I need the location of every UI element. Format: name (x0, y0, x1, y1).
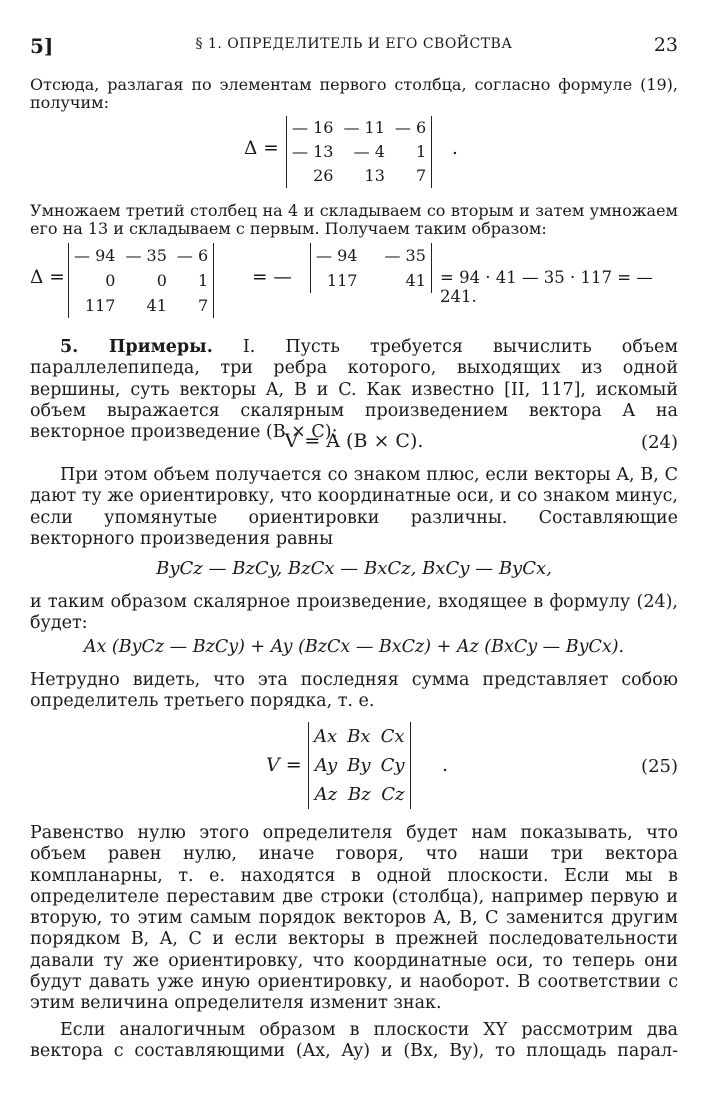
paragraph-2-text: Умножаем третий столбец на 4 и складываем со вторым и затем умножаем его на 13 и складываем с первым. Получаем таким образом: (30, 201, 678, 238)
paragraph-2 (30, 202, 678, 237)
det2a-cell: — 94 (74, 246, 116, 265)
det2b-cell: — 35 (384, 246, 426, 265)
eq25-cell: Ax (314, 726, 338, 747)
det2a-cell: — 35 (125, 246, 167, 265)
eq25-end: . (442, 754, 449, 776)
eq25-cell: Cx (380, 726, 405, 747)
eq25-lhs: V = (266, 754, 302, 776)
det2a-cell: 1 (197, 271, 209, 290)
paragraph-1 (30, 76, 678, 111)
paragraph-1-text: Отсюда, разлагая по элементам первого столбца, согласно формуле (19), получим: (30, 75, 678, 112)
det2-rhs: = 94 · 41 — 35 · 117 = — 241. (440, 268, 653, 306)
section-5-heading: 5. Примеры. (60, 337, 213, 357)
paragraph-4 (30, 592, 678, 635)
scalar-formula: Ax (ByCz — BzCy) + Ay (BzCx — BxCz) + Az (BxCy — ByCx). (83, 637, 625, 657)
det2a-cell: — 6 (176, 246, 209, 265)
paragraph-5 (30, 670, 678, 713)
det1-cell: 13 (364, 166, 385, 185)
paragraph-4-text: и таким образом скалярное произведение, входящее в формулу (24), будет: (30, 592, 678, 634)
paragraph-6 (30, 823, 678, 1015)
paragraph-7-text: Если аналогичным образом в плоскости XY рассмотрим два вектора с составляющими (Ax, Ay) и (Bx, By), то площадь парал- (30, 1020, 678, 1062)
eq25-cell: Ay (314, 755, 338, 776)
eq25-cell: By (347, 755, 371, 776)
det1-cell: — 13 (292, 142, 334, 161)
equation-scalar (30, 637, 678, 663)
components-formula: ByCz — BzCy, BzCx — BxCz, BxCy — ByCx, (156, 558, 552, 579)
det1-cell: — 16 (292, 118, 334, 137)
section-number: 5] (30, 34, 54, 58)
paragraph-3 (30, 465, 678, 550)
eq25-cell: Cz (381, 784, 405, 805)
det2a-cell: 7 (197, 296, 209, 315)
det1-cell: 1 (415, 142, 427, 161)
det1-matrix (286, 116, 432, 188)
det2a-cell: 117 (84, 296, 116, 315)
eq25-cell: Bx (347, 726, 371, 747)
det1-cell: 7 (415, 166, 427, 185)
section-5-paragraph (30, 337, 678, 443)
det2a-cell: 0 (105, 271, 116, 290)
eq25-number: (25) (641, 756, 678, 777)
eq25-cell: Az (314, 784, 338, 805)
det2b-cell: 41 (405, 271, 426, 290)
equation-24 (30, 430, 678, 456)
equation-components (30, 558, 678, 584)
det2-matrix-a (68, 243, 214, 318)
eq25-cell: Cy (380, 755, 405, 776)
det1-cell: — 11 (343, 118, 385, 137)
det2b-cell: 117 (326, 271, 358, 290)
section-5 (30, 337, 678, 443)
eq25-matrix (308, 722, 411, 809)
det2-mid: = — (252, 267, 292, 288)
eq25-cell: Bz (347, 784, 371, 805)
det2a-cell: 41 (146, 296, 167, 315)
det2b-cell: — 94 (316, 246, 358, 265)
det1-cell: 26 (313, 166, 334, 185)
det2a-cell: 0 (156, 271, 167, 290)
equation-25 (30, 722, 678, 812)
det1-cell: — 6 (394, 118, 427, 137)
paragraph-6-text: Равенство нулю этого определителя будет нам показывать, что объем равен нулю, иначе говоря, что наши три вектора компланарны, т. е. находятся в одной плоскости. Если мы в определителе переставим две строки (столбца), например первую и вторую, то этим самым порядок векторов A, B, C заменится другим порядком B, A, C и если векторы в прежней последовательности давали ту же ориентировку, что координатные оси, то теперь они будут давать уже иную ориентировку, и наоборот. В соответствии с этим величина определителя изменит знак. (30, 823, 678, 1014)
eq24-formula: V = A (B × C). (284, 430, 424, 452)
running-title: § 1. ОПРЕДЕЛИТЕЛЬ И ЕГО СВОЙСТВА (195, 36, 513, 52)
paragraph-7 (30, 1020, 678, 1063)
det1-end: . (452, 138, 458, 159)
section-5-text: I. Пусть требуется вычислить объем параллелепипеда, три ребра которого, выходящих из одной вершины, суть векторы A, B и C. Как известно [II, 117], искомый объем выражается скалярным произведением вектора A на векторное произведение (B × C): (30, 337, 678, 443)
det2-matrix-b (310, 243, 432, 293)
paragraph-3-text: При этом объем получается со знаком плюс, если векторы A, B, C дают ту же ориентировку, что координатные оси, и со знаком минус, если упомянутые ориентировки различны. Составляющие векторного произведения равны (30, 465, 678, 549)
running-header (30, 34, 678, 56)
det1-cell: — 4 (353, 142, 385, 161)
equation-det2 (30, 243, 678, 319)
page-number: 23 (653, 34, 678, 56)
det2-lhs: Δ = (30, 267, 65, 288)
eq24-number: (24) (641, 432, 678, 453)
equation-det1 (30, 116, 678, 188)
det1-lhs: Δ = (244, 138, 279, 159)
paragraph-5-text: Нетрудно видеть, что эта последняя сумма представляет собою определитель третьего порядка, т. е. (30, 670, 678, 712)
